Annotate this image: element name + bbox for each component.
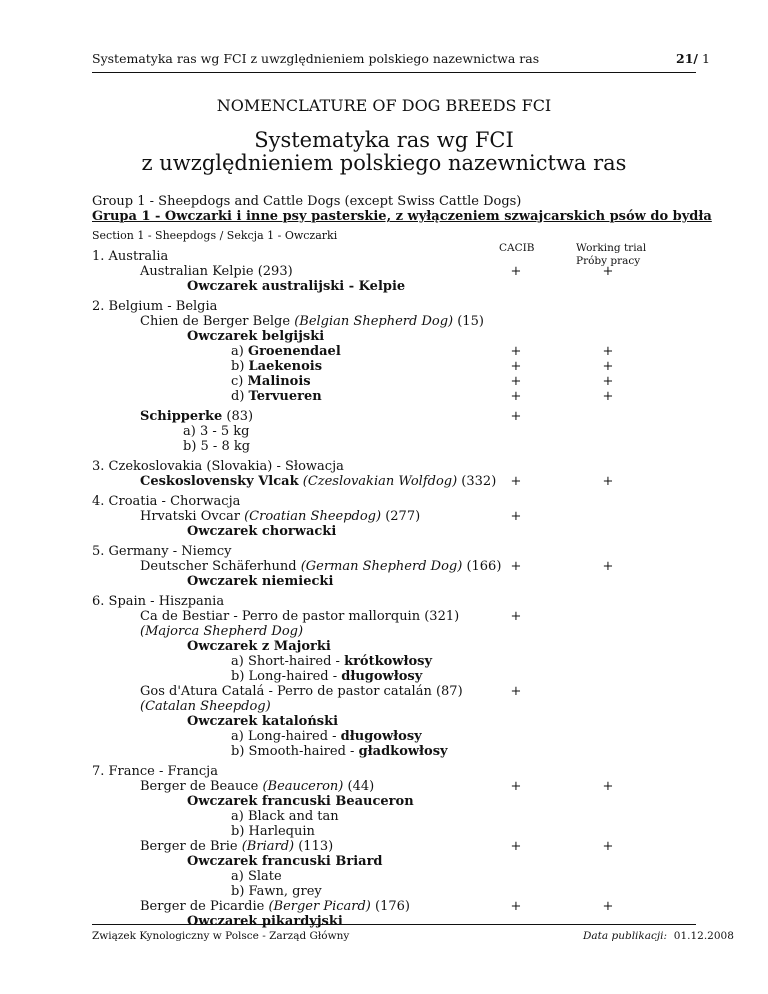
footer-rule (92, 924, 696, 925)
breed-text: (83) (222, 409, 254, 424)
working-trial-mark: + (602, 899, 614, 914)
working-trial-mark: + (602, 389, 614, 404)
breed-name-polish: gładkowłosy (358, 744, 448, 759)
breed-line (187, 279, 405, 294)
breed-name-english: (German Shepherd Dog) (300, 559, 463, 574)
breed-name-english: (Croatian Sheepdog) (244, 509, 382, 524)
breed-text: (15) (453, 314, 484, 329)
breed-line (231, 359, 322, 374)
breed-line (187, 914, 343, 929)
breed-name-polish: Owczarek australijski - Kelpie (187, 279, 406, 294)
footer-organization: Związek Kynologiczny w Polsce - Zarząd Główny (92, 930, 350, 942)
working-trial-mark: + (602, 344, 614, 359)
breed-line (140, 609, 459, 624)
group-title-pl: Grupa 1 - Owczarki i inne psy pasterskie, z wyłączeniem szwajcarskich psów do bydła (92, 209, 712, 224)
breed-line (231, 389, 322, 404)
cacib-mark: + (510, 374, 522, 389)
breed-text: Hrvatski Ovcar (140, 509, 245, 524)
breed-name-polish: Owczarek niemiecki (187, 574, 334, 589)
breed-name-english: (Catalan Sheepdog) (140, 699, 271, 714)
cacib-mark: + (510, 474, 522, 489)
breed-line (231, 884, 322, 899)
breed-name-polish: krótkowłosy (344, 654, 433, 669)
breed-line (140, 699, 271, 714)
breed-text: Deutscher Schäferhund (140, 559, 301, 574)
breed-name-polish: Owczarek francuski Briard (187, 854, 383, 869)
breed-name-polish: Schipperke (140, 409, 223, 424)
cacib-mark: + (510, 559, 522, 574)
breed-line (140, 899, 410, 914)
breed-name-english: (Belgian Shepherd Dog) (294, 314, 454, 329)
breed-line (231, 809, 339, 824)
breed-text: b) 5 - 8 kg (183, 439, 251, 454)
breed-line (231, 824, 315, 839)
breed-name-polish: Tervueren (248, 389, 322, 404)
breed-text: b) Smooth-haired - (231, 744, 359, 759)
cacib-mark: + (510, 839, 522, 854)
breed-text: a) (231, 344, 248, 359)
breed-line (231, 374, 311, 389)
breed-text: a) Short-haired - (231, 654, 345, 669)
footer-date-label: Data publikacji: (583, 930, 668, 942)
breed-text: Chien de Berger Belge (140, 314, 295, 329)
breed-text: 5. Germany - Niemcy (92, 544, 232, 559)
column-header-working-trial: Working trial (576, 242, 647, 254)
working-trial-mark: + (602, 359, 614, 374)
breed-name-polish: Owczarek francuski Beauceron (187, 794, 414, 809)
breed-text: 4. Croatia - Chorwacja (92, 494, 241, 509)
breed-name-polish: Malinois (247, 374, 311, 389)
breed-text: d) (231, 389, 249, 404)
breed-line (187, 524, 336, 539)
breed-name-polish: Owczarek pikardyjski (187, 914, 343, 929)
breed-line (187, 854, 383, 869)
breed-line (140, 624, 303, 639)
breed-text: c) (231, 374, 248, 389)
breed-name-polish: Owczarek z Majorki (187, 639, 331, 654)
breed-line (92, 594, 224, 609)
cacib-mark: + (510, 359, 522, 374)
breed-name-english: (Majorca Shepherd Dog) (140, 624, 304, 639)
cacib-mark: + (510, 344, 522, 359)
cacib-mark: + (510, 264, 522, 279)
page-number-value: 1 (701, 51, 710, 66)
page-number (676, 51, 710, 66)
column-header-proby-pracy: Próby pracy (576, 255, 641, 267)
breed-text: Australian Kelpie (293) (140, 264, 293, 279)
cacib-mark: + (510, 899, 522, 914)
breed-line (231, 654, 432, 669)
breed-name-polish: Owczarek kataloński (187, 714, 339, 729)
breed-text: b) (231, 359, 249, 374)
working-trial-mark: + (602, 374, 614, 389)
cacib-mark: + (510, 509, 522, 524)
breed-line (140, 509, 420, 524)
breed-text: (176) (370, 899, 410, 914)
breed-name-polish: Groenendael (247, 344, 341, 359)
breed-name-english: (Beauceron) (262, 779, 344, 794)
breed-line (140, 409, 253, 424)
breed-text: Ca de Bestiar - Perro de pastor mallorquin (321) (140, 609, 460, 624)
breed-line (187, 794, 414, 809)
breed-text: 7. France - Francja (92, 764, 218, 779)
breed-name-polish: Laekenois (248, 359, 323, 374)
breed-line (140, 314, 484, 329)
document-title-pl-line2: z uwzględnieniem polskiego nazewnictwa ras (141, 151, 627, 175)
breed-name-polish: Ceskoslovensky Vlcak (140, 474, 299, 489)
breed-line (92, 494, 240, 509)
section-title: Section 1 - Sheepdogs / Sekcja 1 - Owczarki (92, 229, 338, 242)
breed-line (140, 474, 496, 489)
cacib-mark: + (510, 684, 522, 699)
breed-text: Berger de Picardie (140, 899, 269, 914)
breed-text: 3. Czekoslovakia (Slovakia) - Słowacja (92, 459, 344, 474)
breed-text: Berger de Beauce (140, 779, 263, 794)
breed-line (183, 439, 250, 454)
running-header: Systematyka ras wg FCI z uwzględnieniem polskiego nazewnictwa ras (92, 51, 540, 66)
breed-text: a) Slate (231, 869, 282, 884)
breed-line (140, 839, 333, 854)
breed-line (92, 459, 344, 474)
document-title-pl-line1: Systematyka ras wg FCI (254, 128, 514, 152)
breed-line (231, 744, 448, 759)
breed-text: (44) (343, 779, 375, 794)
breed-name-english: (Czeslovakian Wolfdog) (302, 474, 458, 489)
working-trial-mark: + (602, 559, 614, 574)
breed-line (187, 714, 338, 729)
breed-line (187, 639, 331, 654)
breed-line (140, 559, 501, 574)
breed-text: 2. Belgium - Belgia (92, 299, 218, 314)
breed-text: Berger de Brie (140, 839, 242, 854)
breed-text: 6. Spain - Hiszpania (92, 594, 225, 609)
footer-publication-date (583, 930, 734, 942)
breed-line (187, 574, 333, 589)
breed-text: (332) (457, 474, 497, 489)
breed-line (231, 869, 282, 884)
footer-date-value: 01.12.2008 (673, 930, 734, 942)
breed-name-english: (Briard) (241, 839, 295, 854)
working-trial-mark: + (602, 474, 614, 489)
breed-line (140, 684, 463, 699)
cacib-mark: + (510, 409, 522, 424)
breed-text: a) Long-haired - (231, 729, 341, 744)
header-rule (92, 72, 696, 73)
breed-line (92, 299, 217, 314)
cacib-mark: + (510, 389, 522, 404)
cacib-mark: + (510, 779, 522, 794)
breed-text: a) 3 - 5 kg (183, 424, 250, 439)
group-title-en: Group 1 - Sheepdogs and Cattle Dogs (except Swiss Cattle Dogs) (92, 194, 522, 209)
breed-text: b) Fawn, grey (231, 884, 322, 899)
document-title-fci: NOMENCLATURE OF DOG BREEDS FCI (216, 96, 552, 115)
page-number-bold: 21/ (676, 51, 698, 66)
breed-name-polish: długowłosy (341, 669, 423, 684)
breed-text: (113) (294, 839, 334, 854)
breed-name-polish: Owczarek chorwacki (187, 524, 337, 539)
breed-text: 1. Australia (92, 249, 169, 264)
breed-text: (166) (462, 559, 502, 574)
breed-text: a) Black and tan (231, 809, 339, 824)
cacib-mark: + (510, 609, 522, 624)
column-header-cacib: CACIB (499, 242, 535, 254)
breed-name-english: (Berger Picard) (268, 899, 371, 914)
working-trial-mark: + (602, 264, 614, 279)
breed-line (231, 344, 341, 359)
breed-name-polish: Owczarek belgijski (187, 329, 325, 344)
working-trial-mark: + (602, 779, 614, 794)
breed-line (183, 424, 250, 439)
breed-name-polish: długowłosy (340, 729, 422, 744)
breed-text: Gos d'Atura Catalá - Perro de pastor catalán (87) (140, 684, 463, 699)
breed-line (140, 779, 374, 794)
breed-text: b) Harlequin (231, 824, 315, 839)
breed-text: (277) (381, 509, 421, 524)
breed-line (231, 729, 422, 744)
working-trial-mark: + (602, 839, 614, 854)
breed-line (140, 264, 293, 279)
breed-text: b) Long-haired - (231, 669, 342, 684)
breed-line (92, 249, 168, 264)
breed-line (187, 329, 324, 344)
breed-line (231, 669, 422, 684)
breed-line (92, 544, 231, 559)
breed-line (92, 764, 218, 779)
